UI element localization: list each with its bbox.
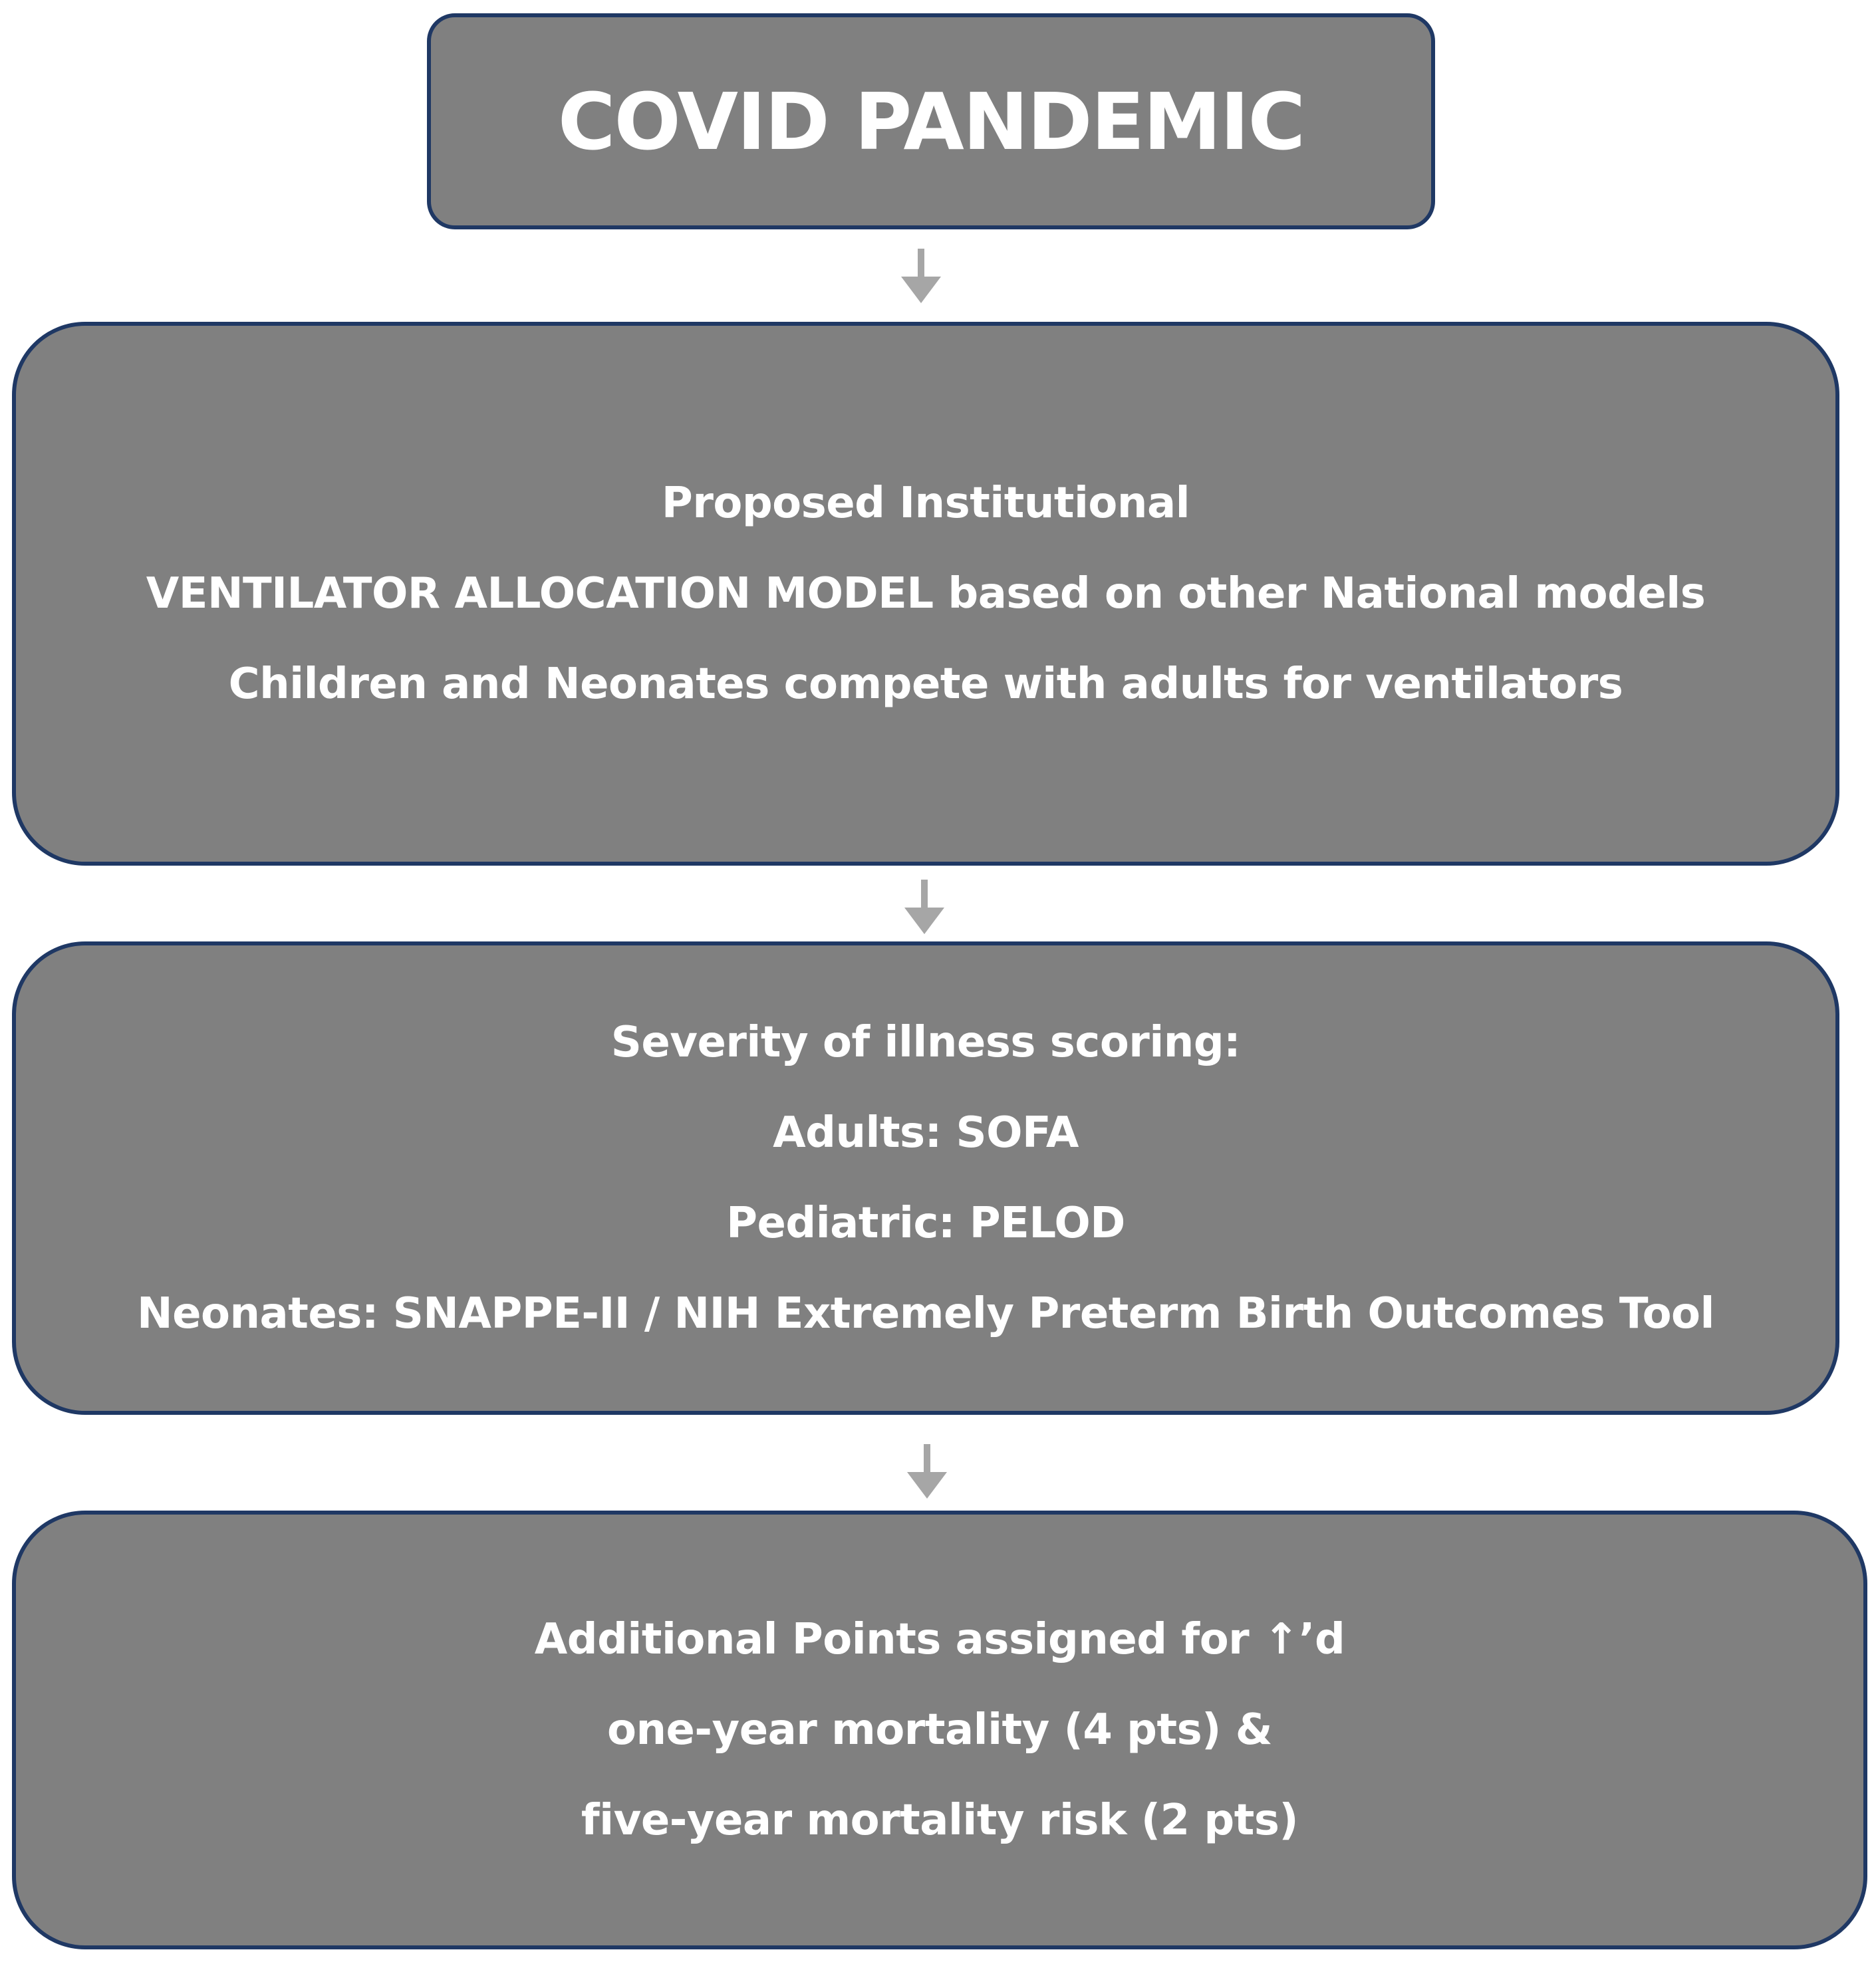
down-arrow-icon [901,249,941,303]
severity-line: Adults: SOFA [773,1108,1079,1158]
model-line: VENTILATOR ALLOCATION MODEL based on other National models [146,569,1706,618]
additional-points-box [12,1511,1867,1949]
ventilator-allocation-model-box [12,322,1839,866]
severity-line: Severity of illness scoring: [610,1018,1241,1067]
severity-scoring-box [12,941,1839,1415]
points-line: one-year mortality (4 pts) & [606,1705,1273,1755]
down-arrow-icon [904,880,944,934]
title-box [427,13,1435,229]
points-line: Additional Points assigned for ↑’d [534,1615,1345,1664]
severity-line: Pediatric: PELOD [726,1199,1125,1248]
model-line: Children and Neonates compete with adults for ventilators [228,660,1623,709]
model-line: Proposed Institutional [661,479,1190,528]
severity-line: Neonates: SNAPPE-II / NIH Extremely Preterm Birth Outcomes Tool [137,1289,1714,1338]
down-arrow-icon [907,1444,947,1499]
diagram-title: COVID PANDEMIC [557,75,1305,168]
points-line: five-year mortality risk (2 pts) [581,1796,1299,1845]
